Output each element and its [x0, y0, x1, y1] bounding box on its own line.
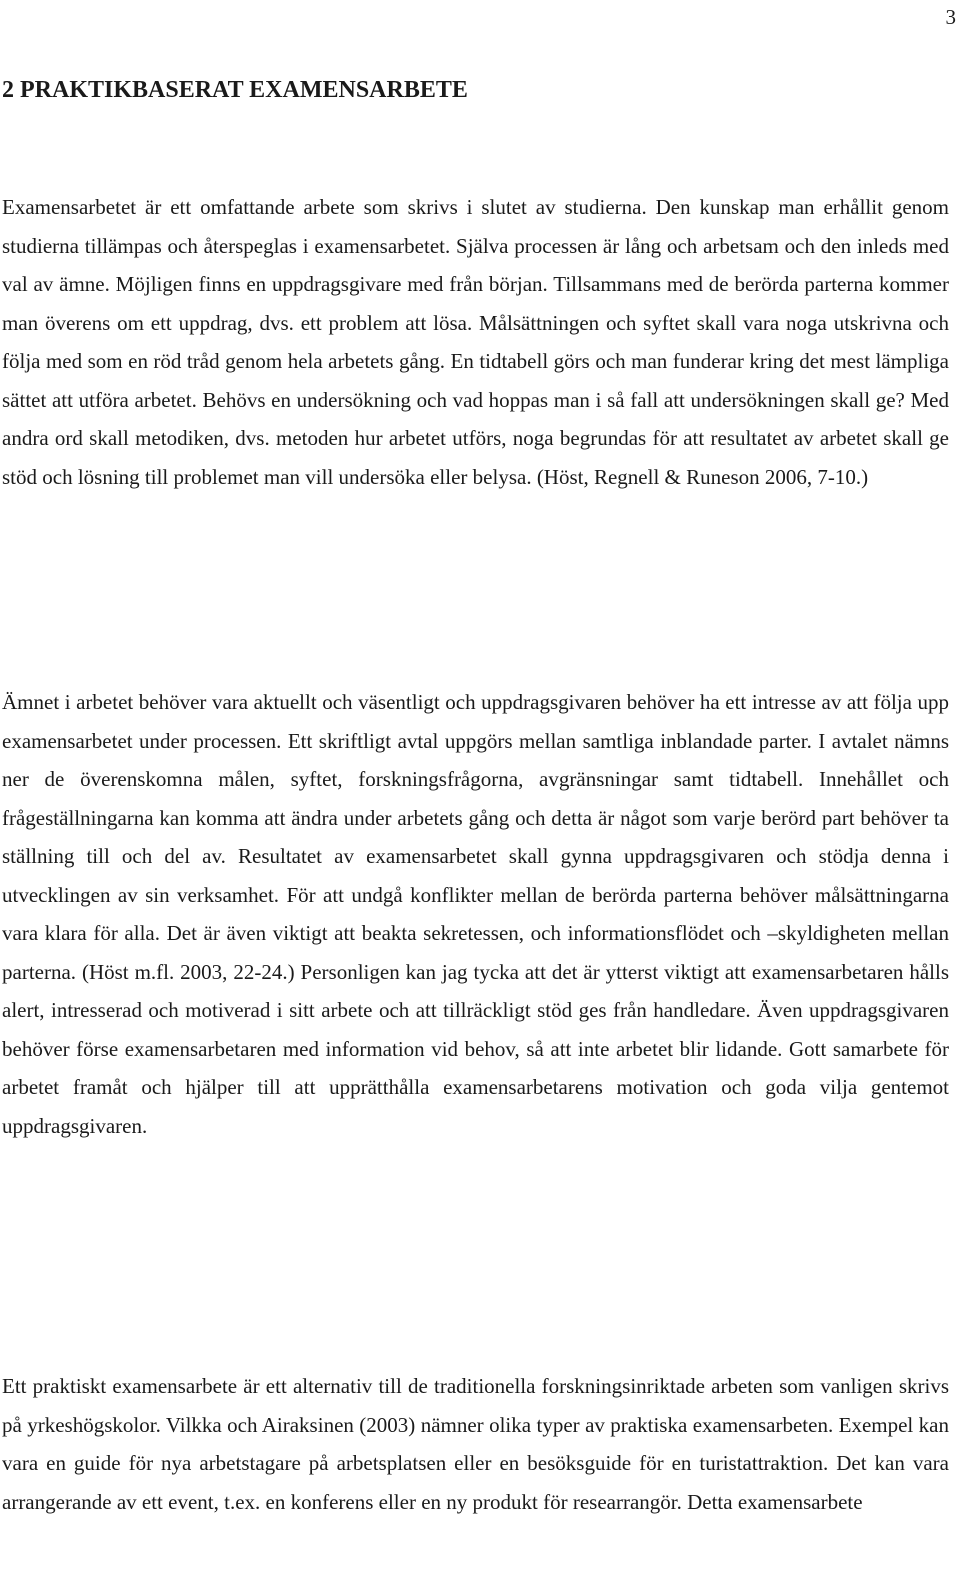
- body-paragraph-3: [2, 1367, 949, 1521]
- body-paragraph-2: [2, 683, 949, 1145]
- body-paragraph-1: [2, 188, 949, 496]
- page-number: 3: [945, 5, 956, 29]
- paragraph-text: Examensarbetet är ett omfattande arbete som skrivs i slutet av studierna. Den kunskap man erhållit genom studierna tillämpas och återspeglas i examensarbetet. Själva processen är lång och arbetsam och den inleds med val av ämne. Möjligen finns en uppdragsgivare med från början. Tillsammans med de berörda parterna kommer man överens om ett uppdrag, dvs. ett problem att lösa. Målsättningen och syftet skall vara noga utskrivna och följa med som en röd tråd genom hela arbetets gång. En tidtabell görs och man funderar kring det mest lämpliga sättet att utföra arbetet. Behövs en undersökning och vad hoppas man i så fall att undersökningen skall ge? Med andra ord skall metodiken, dvs. metoden hur arbetet utförs, noga begrundas för att resultatet av arbetet skall ge stöd och lösning till problemet man vill undersöka eller belysa. (Höst, Regnell & Runeson 2006, 7-10.): [2, 195, 949, 489]
- chapter-heading: 2 PRAKTIKBASERAT EXAMENSARBETE: [2, 77, 468, 103]
- paragraph-text: Ett praktiskt examensarbete är ett alternativ till de traditionella forskningsinriktade arbeten som vanligen skrivs på yrkeshögskolor. Vilkka och Airaksinen (2003) nämner olika typer av praktiska examensarbeten. Exempel kan vara en guide för nya arbetstagare på arbetsplatsen eller en besöksguide för en turistattraktion. Det kan vara arrangerande av ett event, t.ex. en konferens eller en ny produkt för researrangör. Detta examensarbete: [2, 1374, 949, 1514]
- paragraph-text: Ämnet i arbetet behöver vara aktuellt och väsentligt och uppdragsgivaren behöver ha ett intresse av att följa upp examensarbetet under processen. Ett skriftligt avtal uppgörs mellan samtliga inblandade parter. I avtalet nämns ner de överenskomna målen, syftet, forskningsfrågorna, avgränsningar samt tidtabell. Innehållet och frågeställningarna kan komma att ändra under arbetets gång och detta är något som varje berörd part behöver ta ställning till och del av. Resultatet av examensarbetet skall gynna uppdragsgivaren och stödja denna i utvecklingen av sin verksamhet. För att undgå konflikter mellan de berörda parterna behöver målsättningarna vara klara för alla. Det är även viktigt att beakta sekretessen, och informationsflödet och –skyldigheten mellan parterna. (Höst m.fl. 2003, 22-24.) Personligen kan jag tycka att det är ytterst viktigt att examensarbetaren hålls alert, intresserad och motiverad i sitt arbete och att tillräckligt stöd ges från handledare. Även uppdragsgivaren behöver förse examensarbetaren med information vid behov, så att inte arbetet blir lidande. Gott samarbete för arbetet framåt och hjälper till att upprätthålla examensarbetarens motivation och goda vilja gentemot uppdragsgivaren.: [2, 690, 949, 1138]
